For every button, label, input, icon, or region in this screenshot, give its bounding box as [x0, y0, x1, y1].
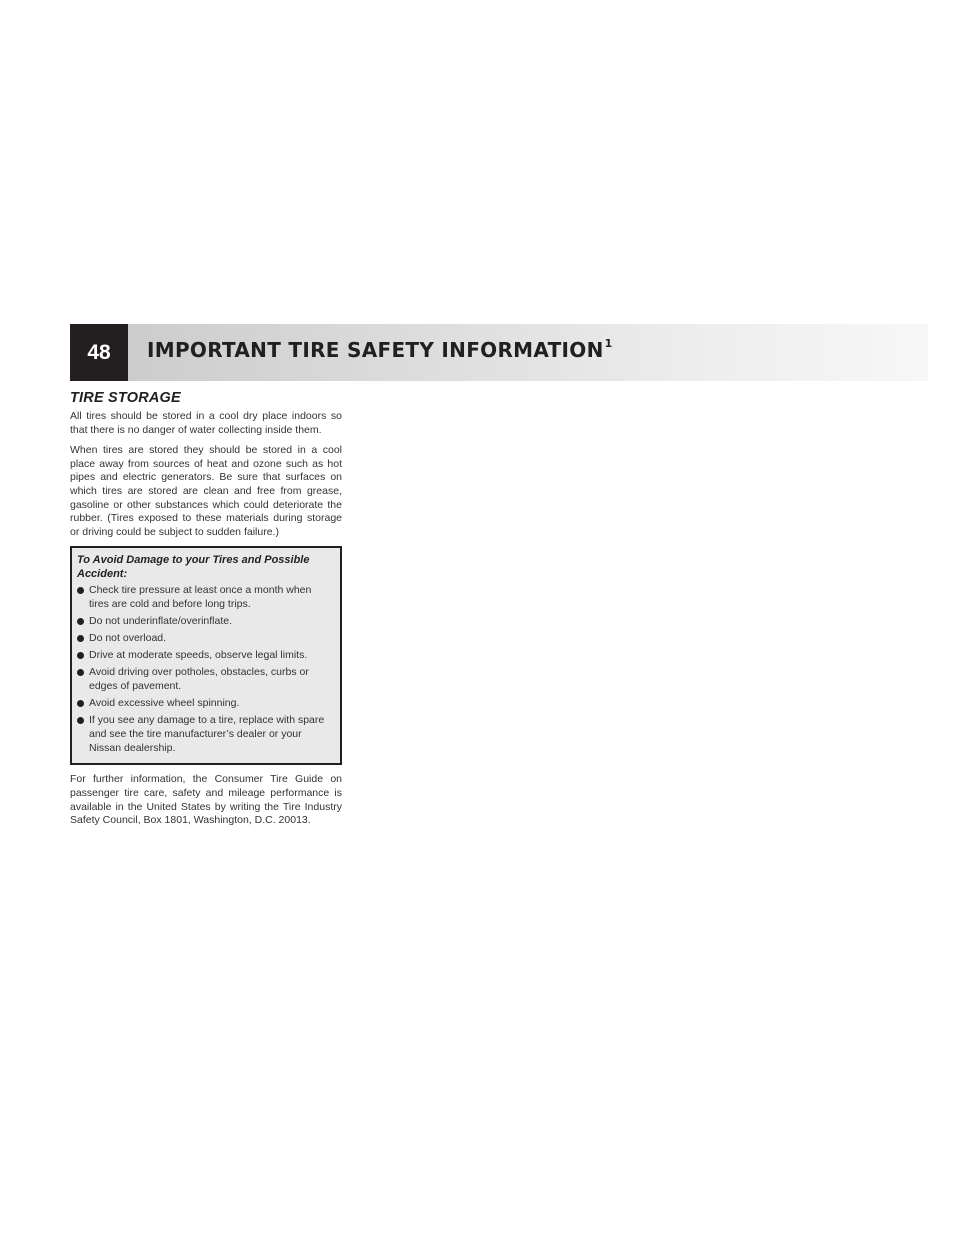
- list-item: [77, 713, 333, 755]
- list-item-text: Check tire pressure at least once a month when tires are cold and before long trips.: [89, 584, 312, 611]
- main-content: [70, 390, 342, 835]
- list-item-text: Avoid excessive wheel spinning.: [89, 697, 240, 710]
- bullet-icon: [77, 669, 84, 676]
- bullet-icon: [77, 618, 84, 625]
- section-header-bar: [70, 324, 928, 381]
- page-title-footnote-mark: 1: [604, 337, 613, 351]
- list-item: [77, 631, 333, 645]
- further-info-paragraph: For further information, the Consumer Tire Guide on passenger tire care, safety and mileage performance is available in the United States by writing the Tire Industry Safety Council, Box 1801, Washington, D.C. 20013.: [70, 773, 342, 827]
- list-item-text: Drive at moderate speeds, observe legal limits.: [89, 649, 308, 662]
- list-item: [77, 583, 333, 611]
- bullet-icon: [77, 717, 84, 724]
- list-item: [77, 648, 333, 662]
- warning-heading: To Avoid Damage to your Tires and Possible Accident:: [77, 554, 310, 581]
- section-title: TIRE STORAGE: [70, 390, 181, 406]
- list-item-text: If you see any damage to a tire, replace with spare and see the tire manufacturer’s dealer or your Nissan dealership.: [89, 714, 325, 755]
- warning-box: [70, 546, 342, 765]
- list-item-text: Avoid driving over potholes, obstacles, curbs or edges of pavement.: [89, 666, 309, 693]
- bullet-icon: [77, 587, 84, 594]
- bullet-icon: [77, 652, 84, 659]
- warning-list: [77, 583, 333, 755]
- bullet-icon: [77, 635, 84, 642]
- list-item-text: Do not overload.: [89, 632, 167, 645]
- page-number: 48: [70, 324, 128, 381]
- list-item: [77, 614, 333, 628]
- storage-paragraph-1: All tires should be stored in a cool dry place indoors so that there is no danger of water collecting inside them.: [70, 410, 342, 436]
- list-item: [77, 696, 333, 710]
- storage-paragraph-2: When tires are stored they should be stored in a cool place away from sources of heat and ozone such as hot pipes and electric generators. Be sure that surfaces on which tires are stored are clean and free from grease, gasoline or other substances which could deteriorate the rubber. (Tires exposed to these materials during storage or driving could be subject to sudden failure.): [70, 444, 342, 538]
- bullet-icon: [77, 700, 84, 707]
- list-item-text: Do not underinflate/overinflate.: [89, 615, 233, 628]
- list-item: [77, 665, 333, 693]
- page-title: [147, 338, 613, 362]
- page-title-text: IMPORTANT TIRE SAFETY INFORMATION: [147, 338, 604, 362]
